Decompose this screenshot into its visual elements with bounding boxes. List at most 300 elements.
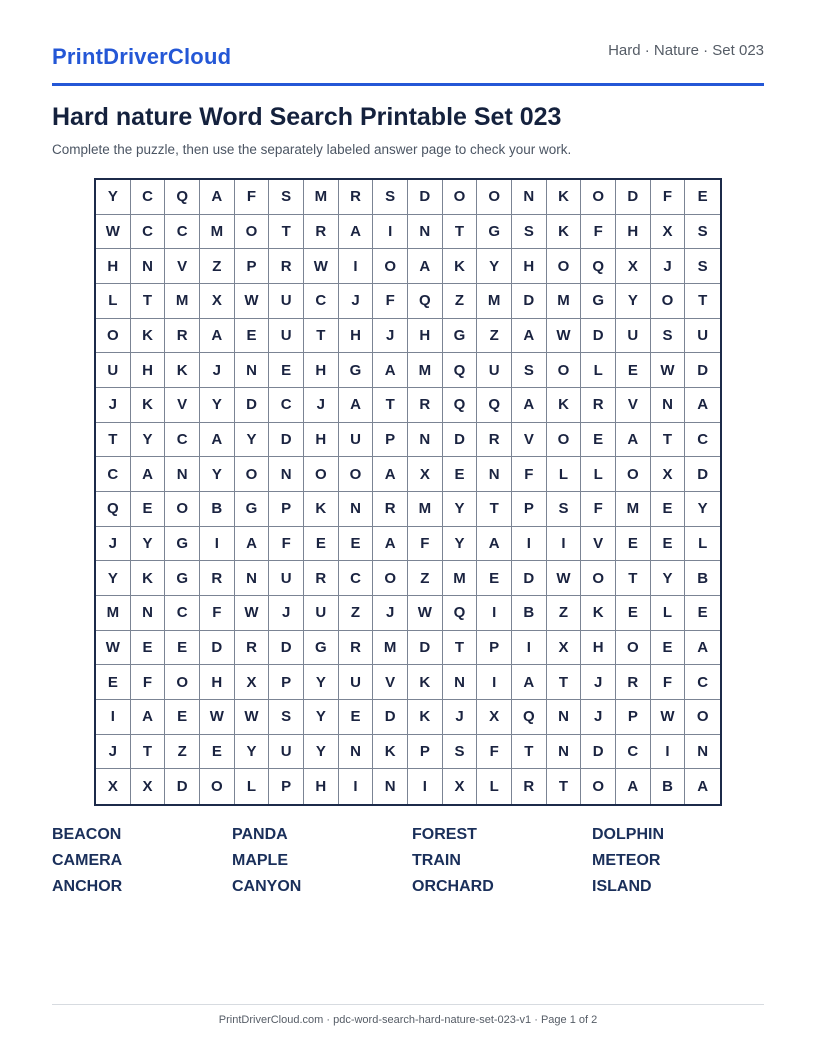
grid-cell: T (547, 665, 582, 700)
grid-cell: E (269, 353, 304, 388)
grid-cell: M (547, 284, 582, 319)
word-search-grid (94, 178, 722, 806)
grid-cell: O (200, 769, 235, 804)
grid-cell: U (304, 596, 339, 631)
grid-cell: J (339, 284, 374, 319)
grid-cell: D (165, 769, 200, 804)
grid-cell: H (616, 215, 651, 250)
grid-cell: T (616, 561, 651, 596)
grid-cell: W (651, 700, 686, 735)
grid-cell: E (235, 319, 270, 354)
grid-cell: I (200, 527, 235, 562)
grid-cell: K (547, 215, 582, 250)
grid-cell: K (547, 388, 582, 423)
grid-cell: A (373, 457, 408, 492)
grid-cell: N (131, 596, 166, 631)
page-subtitle: Complete the puzzle, then use the separately labeled answer page to check your work. (52, 142, 572, 157)
grid-cell: S (512, 215, 547, 250)
grid-cell: O (616, 631, 651, 666)
grid-cell: W (235, 700, 270, 735)
grid-cell: F (512, 457, 547, 492)
grid-cell: X (200, 284, 235, 319)
grid-cell: F (651, 665, 686, 700)
grid-cell: Y (443, 527, 478, 562)
grid-cell: Y (304, 735, 339, 770)
grid-cell: X (651, 215, 686, 250)
grid-cell: I (547, 527, 582, 562)
grid-cell: D (269, 423, 304, 458)
word-list-item: METEOR (592, 852, 661, 869)
grid-cell: N (235, 561, 270, 596)
grid-cell: E (616, 353, 651, 388)
grid-cell: W (96, 631, 131, 666)
grid-cell: Q (477, 388, 512, 423)
grid-cell: O (235, 215, 270, 250)
grid-cell: B (651, 769, 686, 804)
grid-cell: J (651, 249, 686, 284)
grid-cell: Q (443, 353, 478, 388)
grid-cell: E (339, 527, 374, 562)
grid-cell: S (443, 735, 478, 770)
grid-cell: F (200, 596, 235, 631)
grid-cell: Z (200, 249, 235, 284)
grid-cell: G (165, 527, 200, 562)
grid-cell: O (339, 457, 374, 492)
grid-cell: O (685, 700, 720, 735)
grid-cell: M (408, 492, 443, 527)
grid-cell: D (235, 388, 270, 423)
grid-cell: K (443, 249, 478, 284)
grid-cell: E (581, 423, 616, 458)
grid-cell: S (547, 492, 582, 527)
grid-cell: X (408, 457, 443, 492)
grid-cell: Q (443, 596, 478, 631)
grid-cell: P (269, 492, 304, 527)
grid-cell: L (685, 527, 720, 562)
grid-cell: D (512, 561, 547, 596)
grid-cell: Z (547, 596, 582, 631)
grid-cell: A (408, 249, 443, 284)
grid-cell: E (477, 561, 512, 596)
grid-cell: Y (304, 700, 339, 735)
grid-cell: V (165, 388, 200, 423)
grid-cell: X (443, 769, 478, 804)
grid-cell: E (443, 457, 478, 492)
grid-cell: P (616, 700, 651, 735)
grid-cell: V (512, 423, 547, 458)
grid-cell: W (651, 353, 686, 388)
grid-cell: R (235, 631, 270, 666)
grid-cell: O (581, 769, 616, 804)
grid-cell: Q (165, 180, 200, 215)
grid-cell: E (200, 735, 235, 770)
grid-cell: N (512, 180, 547, 215)
grid-cell: S (651, 319, 686, 354)
grid-cell: E (131, 631, 166, 666)
grid-cell: U (685, 319, 720, 354)
grid-cell: L (235, 769, 270, 804)
grid-cell: T (512, 735, 547, 770)
grid-cell: L (547, 457, 582, 492)
grid-cell: G (477, 215, 512, 250)
grid-cell: A (373, 527, 408, 562)
grid-cell: K (373, 735, 408, 770)
grid-cell: J (581, 700, 616, 735)
grid-cell: Y (685, 492, 720, 527)
grid-cell: A (200, 423, 235, 458)
grid-cell: K (131, 561, 166, 596)
grid-cell: F (581, 215, 616, 250)
grid-cell: T (443, 215, 478, 250)
word-list-item: DOLPHIN (592, 826, 664, 843)
grid-cell: R (477, 423, 512, 458)
grid-cell: S (269, 180, 304, 215)
grid-cell: E (165, 700, 200, 735)
grid-cell: T (685, 284, 720, 319)
grid-cell: W (408, 596, 443, 631)
grid-cell: M (408, 353, 443, 388)
grid-cell: D (512, 284, 547, 319)
grid-cell: K (304, 492, 339, 527)
grid-cell: Q (512, 700, 547, 735)
grid-cell: J (96, 735, 131, 770)
grid-cell: V (581, 527, 616, 562)
grid-cell: M (443, 561, 478, 596)
grid-cell: I (339, 769, 374, 804)
grid-cell: P (408, 735, 443, 770)
grid-cell: E (685, 180, 720, 215)
grid-cell: N (165, 457, 200, 492)
grid-cell: D (408, 631, 443, 666)
grid-cell: V (616, 388, 651, 423)
word-list-item: BEACON (52, 826, 122, 843)
grid-cell: C (165, 596, 200, 631)
grid-cell: Y (616, 284, 651, 319)
grid-cell: J (373, 596, 408, 631)
grid-cell: N (443, 665, 478, 700)
grid-cell: A (512, 319, 547, 354)
grid-cell: A (616, 769, 651, 804)
grid-cell: E (339, 700, 374, 735)
grid-cell: D (581, 735, 616, 770)
grid-cell: C (131, 215, 166, 250)
grid-cell: M (477, 284, 512, 319)
grid-cell: X (96, 769, 131, 804)
grid-cell: N (373, 769, 408, 804)
grid-cell: B (200, 492, 235, 527)
grid-cell: U (96, 353, 131, 388)
grid-cell: U (339, 423, 374, 458)
grid-cell: Y (96, 180, 131, 215)
grid-cell: E (131, 492, 166, 527)
grid-cell: D (373, 700, 408, 735)
brand-logo: PrintDriverCloud (52, 44, 232, 69)
grid-cell: Y (651, 561, 686, 596)
grid-cell: T (304, 319, 339, 354)
grid-cell: S (512, 353, 547, 388)
grid-cell: T (131, 284, 166, 319)
grid-cell: I (477, 665, 512, 700)
grid-cell: Y (96, 561, 131, 596)
grid-cell: J (96, 527, 131, 562)
grid-cell: P (269, 769, 304, 804)
grid-cell: F (269, 527, 304, 562)
grid-cell: C (131, 180, 166, 215)
grid-cell: W (304, 249, 339, 284)
grid-cell: L (581, 457, 616, 492)
grid-cell: Y (304, 665, 339, 700)
grid-cell: R (408, 388, 443, 423)
grid-cell: G (443, 319, 478, 354)
grid-cell: T (131, 735, 166, 770)
grid-cell: Q (581, 249, 616, 284)
grid-cell: G (339, 353, 374, 388)
grid-cell: A (200, 180, 235, 215)
grid-cell: E (651, 527, 686, 562)
grid-cell: H (408, 319, 443, 354)
grid-cell: W (200, 700, 235, 735)
grid-cell: W (235, 596, 270, 631)
grid-cell: I (512, 631, 547, 666)
grid-cell: O (165, 665, 200, 700)
grid-cell: M (165, 284, 200, 319)
grid-cell: C (339, 561, 374, 596)
grid-cell: H (512, 249, 547, 284)
grid-cell: N (547, 735, 582, 770)
grid-cell: D (269, 631, 304, 666)
grid-cell: O (304, 457, 339, 492)
grid-cell: T (547, 769, 582, 804)
grid-cell: H (200, 665, 235, 700)
grid-cell: R (373, 492, 408, 527)
grid-cell: S (373, 180, 408, 215)
grid-cell: Y (131, 527, 166, 562)
grid-cell: R (304, 561, 339, 596)
grid-cell: T (443, 631, 478, 666)
grid-cell: N (547, 700, 582, 735)
grid-cell: G (304, 631, 339, 666)
grid-cell: Y (200, 388, 235, 423)
grid-cell: N (408, 423, 443, 458)
grid-cell: H (581, 631, 616, 666)
grid-cell: F (651, 180, 686, 215)
grid-cell: R (269, 249, 304, 284)
grid-cell: A (685, 631, 720, 666)
grid-cell: S (685, 215, 720, 250)
grid-cell: M (96, 596, 131, 631)
word-list-item: ISLAND (592, 878, 652, 895)
grid-cell: M (200, 215, 235, 250)
grid-cell: L (581, 353, 616, 388)
grid-cell: C (96, 457, 131, 492)
grid-cell: M (373, 631, 408, 666)
grid-cell: A (616, 423, 651, 458)
grid-cell: R (512, 769, 547, 804)
grid-cell: X (651, 457, 686, 492)
grid-cell: Z (443, 284, 478, 319)
grid-cell: U (269, 284, 304, 319)
grid-cell: B (512, 596, 547, 631)
grid-cell: X (235, 665, 270, 700)
word-list-item: TRAIN (412, 852, 461, 869)
grid-cell: E (651, 492, 686, 527)
grid-cell: H (304, 423, 339, 458)
grid-cell: N (651, 388, 686, 423)
grid-cell: C (685, 665, 720, 700)
grid-cell: J (269, 596, 304, 631)
grid-cell: P (512, 492, 547, 527)
grid-cell: R (339, 180, 374, 215)
header-divider (52, 83, 764, 86)
grid-cell: S (269, 700, 304, 735)
grid-cell: O (373, 561, 408, 596)
grid-cell: I (408, 769, 443, 804)
grid-cell: R (581, 388, 616, 423)
grid-cell: E (651, 631, 686, 666)
grid-cell: O (165, 492, 200, 527)
grid-cell: N (339, 735, 374, 770)
grid-cell: O (581, 180, 616, 215)
grid-cell: A (200, 319, 235, 354)
grid-cell: N (131, 249, 166, 284)
grid-cell: E (685, 596, 720, 631)
grid-cell: S (685, 249, 720, 284)
page-footer: PrintDriverCloud.com · pdc-word-search-hard-nature-set-023-v1 · Page 1 of 2 (218, 1014, 598, 1026)
word-list-item: CAMERA (52, 852, 123, 869)
grid-cell: F (131, 665, 166, 700)
grid-cell: C (165, 423, 200, 458)
grid-cell: R (165, 319, 200, 354)
grid-cell: K (131, 388, 166, 423)
grid-cell: D (408, 180, 443, 215)
grid-cell: K (581, 596, 616, 631)
grid-cell: Z (339, 596, 374, 631)
grid-cell: Z (408, 561, 443, 596)
grid-cell: T (651, 423, 686, 458)
grid-cell: V (373, 665, 408, 700)
grid-cell: N (339, 492, 374, 527)
grid-cell: A (373, 353, 408, 388)
grid-cell: O (477, 180, 512, 215)
grid-cell: A (131, 457, 166, 492)
grid-cell: A (131, 700, 166, 735)
grid-cell: X (131, 769, 166, 804)
grid-cell: Z (477, 319, 512, 354)
grid-cell: I (477, 596, 512, 631)
grid-cell: E (616, 527, 651, 562)
grid-cell: D (616, 180, 651, 215)
grid-cell: B (685, 561, 720, 596)
grid-cell: Y (235, 735, 270, 770)
grid-cell: X (616, 249, 651, 284)
grid-cell: P (477, 631, 512, 666)
grid-cell: C (304, 284, 339, 319)
grid-cell: G (235, 492, 270, 527)
grid-cell: D (685, 457, 720, 492)
breadcrumb: Hard · Nature · Set 023 (608, 42, 764, 59)
grid-cell: P (269, 665, 304, 700)
grid-cell: A (512, 665, 547, 700)
grid-cell: T (477, 492, 512, 527)
grid-cell: D (200, 631, 235, 666)
grid-cell: J (373, 319, 408, 354)
word-list-item: ORCHARD (412, 878, 494, 895)
grid-cell: C (269, 388, 304, 423)
grid-cell: D (685, 353, 720, 388)
grid-cell: I (339, 249, 374, 284)
grid-cell: O (651, 284, 686, 319)
grid-cell: Y (443, 492, 478, 527)
grid-cell: T (269, 215, 304, 250)
grid-cell: P (235, 249, 270, 284)
grid-cell: F (235, 180, 270, 215)
grid-cell: U (339, 665, 374, 700)
grid-cell: I (651, 735, 686, 770)
grid-cell: L (477, 769, 512, 804)
grid-cell: H (96, 249, 131, 284)
grid-cell: W (235, 284, 270, 319)
grid-cell: F (408, 527, 443, 562)
grid-cell: I (373, 215, 408, 250)
grid-cell: O (616, 457, 651, 492)
grid-cell: A (697, 778, 709, 796)
grid-cell: K (131, 319, 166, 354)
grid-cell: Z (165, 735, 200, 770)
grid-cell: N (477, 457, 512, 492)
grid-cell: Y (131, 423, 166, 458)
grid-cell: O (581, 561, 616, 596)
word-list-item: MAPLE (232, 852, 288, 869)
grid-cell: D (581, 319, 616, 354)
grid-cell: K (408, 700, 443, 735)
grid-cell: K (547, 180, 582, 215)
grid-cell: O (235, 457, 270, 492)
grid-cell: I (512, 527, 547, 562)
grid-cell: W (96, 215, 131, 250)
grid-cell: I (96, 700, 131, 735)
grid-cell: R (616, 665, 651, 700)
grid-cell: R (304, 215, 339, 250)
grid-cell: K (408, 665, 443, 700)
grid-cell: O (547, 423, 582, 458)
grid-cell: Y (477, 249, 512, 284)
grid-cell: R (200, 561, 235, 596)
grid-cell: J (581, 665, 616, 700)
grid-cell: E (165, 631, 200, 666)
grid-cell: P (373, 423, 408, 458)
grid-cell: E (304, 527, 339, 562)
word-list-item: FOREST (412, 826, 477, 843)
grid-cell: O (547, 353, 582, 388)
grid-cell: Q (96, 492, 131, 527)
grid-cell: G (165, 561, 200, 596)
grid-cell: C (165, 215, 200, 250)
grid-cell: L (651, 596, 686, 631)
grid-cell: T (96, 423, 131, 458)
grid-cell: E (616, 596, 651, 631)
grid-cell: Y (200, 457, 235, 492)
word-list-item: PANDA (232, 826, 288, 843)
grid-cell: H (131, 353, 166, 388)
grid-cell: U (269, 561, 304, 596)
grid-cell: L (96, 284, 131, 319)
grid-cell: N (235, 353, 270, 388)
grid-cell: J (443, 700, 478, 735)
grid-cell: Y (235, 423, 270, 458)
grid-cell: F (581, 492, 616, 527)
grid-cell: A (235, 527, 270, 562)
grid-cell: F (373, 284, 408, 319)
